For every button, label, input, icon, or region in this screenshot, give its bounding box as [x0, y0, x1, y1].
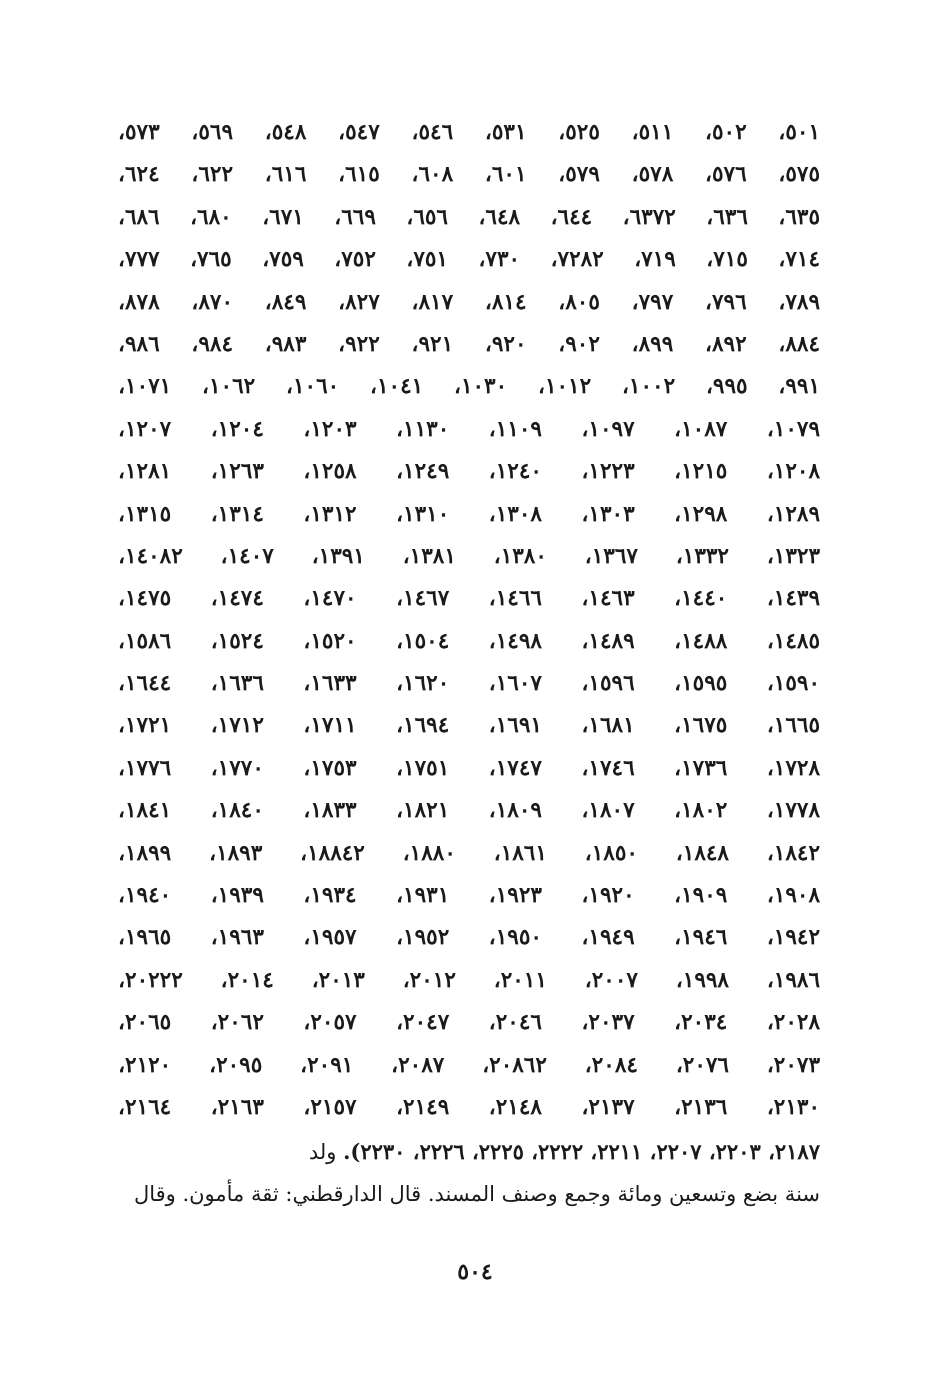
- index-number: ١٥٠٤،: [396, 628, 450, 654]
- index-number: ١٧٣٦،: [674, 755, 728, 781]
- index-number: ٨٢٧،: [338, 289, 380, 315]
- index-number: ١٢٤٠،: [488, 459, 542, 485]
- index-number: ١٢٥٨،: [303, 459, 357, 485]
- index-number: ٢٠١١،: [493, 967, 547, 993]
- index-number: ٢١٣٦،: [674, 1094, 728, 1120]
- index-number: ٧١٤،: [778, 247, 820, 273]
- index-number: ١٩٤٠،: [118, 883, 172, 909]
- number-index-list: [118, 112, 820, 1129]
- index-number: ١٨٨٤٢،: [300, 840, 365, 866]
- index-number: ١٧٤٧،: [488, 755, 542, 781]
- index-number: ٨٠٥،: [558, 289, 600, 315]
- index-number: ٥٤٧،: [338, 120, 380, 145]
- index-number: ٢١٣٧،: [581, 1094, 635, 1120]
- index-number: ٧٣٠،: [478, 247, 521, 273]
- index-number: ١٢٠٣،: [303, 416, 357, 442]
- index-number: ١٨٤٠،: [210, 798, 264, 824]
- index-number: ١٦٩١،: [488, 713, 542, 739]
- index-number: ١٤٣٩،: [766, 586, 820, 612]
- index-number: ١٩٦٥،: [118, 925, 172, 951]
- number-line: [118, 197, 820, 239]
- index-number: ١٩٣٩،: [210, 883, 264, 909]
- number-line: [118, 917, 820, 959]
- index-number: ١٨٢١،: [396, 798, 450, 824]
- index-number: ١٩٥٢،: [396, 925, 450, 951]
- index-number: ١٩٤٩،: [581, 925, 635, 951]
- index-number: ١١٣٠،: [396, 416, 450, 442]
- index-number: ٦٣٧٢،: [622, 204, 676, 230]
- biography-paragraph: [118, 1131, 820, 1215]
- index-number: ١٤٦٦،: [488, 586, 542, 612]
- index-number: ٢٠٤٦،: [488, 1010, 542, 1036]
- number-line: [118, 833, 820, 875]
- index-number: ٨٩٢،: [705, 331, 747, 357]
- index-number: ٦١٦،: [264, 162, 307, 188]
- index-number: ٩٨٤،: [191, 331, 233, 357]
- index-number: ١٤٠٨٢،: [118, 543, 183, 569]
- index-number: ٥٧٣،: [118, 120, 160, 145]
- index-number: ١٥٩٥،: [674, 671, 728, 697]
- number-line: [118, 112, 820, 154]
- index-number: ٩٠٢،: [558, 331, 600, 357]
- index-number: ٦٦٩،: [334, 204, 376, 230]
- index-number: ٢٠٨٤،: [584, 1052, 638, 1078]
- index-number: ١٣١٥،: [118, 501, 172, 527]
- index-number: ١٩٩٨،: [675, 967, 729, 993]
- index-number: ١٨٤٢،: [766, 840, 820, 866]
- index-number: ٢٠٢٢٢،: [118, 967, 183, 993]
- index-number: ١٤٦٧،: [396, 586, 450, 612]
- index-number: ٩٢١،: [411, 331, 454, 357]
- index-number: ١٣٣٢،: [675, 543, 729, 569]
- index-number: ٩٨٦،: [118, 331, 160, 357]
- index-number: ٦٣٥،: [778, 204, 820, 230]
- index-number: ١٥٢٠،: [303, 628, 357, 654]
- index-number: ١٥٨٦،: [118, 628, 172, 654]
- index-number: ٢٠٧٣،: [766, 1052, 820, 1078]
- index-number: ٦٣٦،: [706, 204, 748, 230]
- index-number: ١٤٤٠،: [674, 586, 728, 612]
- index-number: ٥٤٦،: [411, 120, 454, 145]
- number-line: [118, 705, 820, 747]
- index-number: ٢١٦٤،: [118, 1094, 172, 1120]
- index-number: ٢٠٣٤،: [674, 1010, 728, 1036]
- index-number: ١٦٠٧،: [488, 671, 542, 697]
- index-number: ١٨٣٣،: [303, 798, 357, 824]
- index-number: ١٣١٤،: [210, 501, 264, 527]
- number-line: [118, 960, 820, 1002]
- prose-text: ولد: [308, 1140, 344, 1164]
- index-number: ١٣٨١،: [402, 543, 456, 569]
- index-number: ١٩٤٦،: [674, 925, 728, 951]
- index-number: ١٢٠٨،: [766, 459, 820, 485]
- index-number: ١٧١١،: [303, 713, 357, 739]
- index-number: ٦٧١،: [262, 204, 304, 230]
- index-number: ٩٨٣،: [264, 331, 307, 357]
- index-number: ٧٥٩،: [262, 247, 304, 273]
- index-number: ٢١٣٠،: [766, 1094, 820, 1120]
- index-number: ٥٠١،: [778, 120, 820, 145]
- index-number: ١٦٦٥،: [766, 713, 820, 739]
- index-number: ١٠٦٠،: [286, 374, 340, 400]
- index-number: ١٤٨٩،: [581, 628, 635, 654]
- index-number: ٧٧٧،: [118, 247, 160, 273]
- index-number: ١٢٠٤،: [210, 416, 264, 442]
- number-line: [118, 324, 820, 366]
- index-number: ١٧٧٠،: [210, 755, 264, 781]
- index-number: ١٠٩٧،: [581, 416, 635, 442]
- number-line: [118, 1045, 820, 1087]
- index-number: ١٣٨٠،: [493, 543, 547, 569]
- index-number: ٧٥١،: [406, 247, 448, 273]
- index-number: ٥٠٢،: [705, 120, 747, 145]
- index-number: ١٧٢٨،: [766, 755, 820, 781]
- index-number: ٥٦٩،: [191, 120, 233, 145]
- index-number: ٥٧٨،: [631, 162, 674, 188]
- index-number: ١٩٣١،: [396, 883, 450, 909]
- index-number: ٨٧٨،: [118, 289, 160, 315]
- index-number: ٢٠٩٥،: [209, 1052, 263, 1078]
- index-number: ١٨٩٣،: [209, 840, 263, 866]
- index-number: ١٤٦٣،: [581, 586, 635, 612]
- index-number: ٧١٥،: [706, 247, 748, 273]
- index-number: ١٦٣٣،: [303, 671, 357, 697]
- index-number: ٦٨٦،: [118, 204, 160, 230]
- index-number: ٥٧٩،: [558, 162, 600, 188]
- index-number: ١٢١٥،: [674, 459, 728, 485]
- number-line: [118, 621, 820, 663]
- index-number: ٧٩٧،: [631, 289, 674, 315]
- index-number: ١٠٤١،: [370, 374, 424, 400]
- index-number: ٦٤٤،: [550, 204, 593, 230]
- index-number: ٥٧٥،: [778, 162, 820, 188]
- index-number: ١٤٨٨،: [674, 628, 728, 654]
- index-number: ١٠٨٧،: [674, 416, 728, 442]
- index-number: ١٨٠٩،: [488, 798, 542, 824]
- index-number: ١٤٧٥،: [118, 586, 172, 612]
- index-number: ٧٥٢،: [334, 247, 376, 273]
- index-number: ١٧٢١،: [118, 713, 172, 739]
- index-number: ٢٠٨٦٢،: [482, 1052, 547, 1078]
- index-number: ٦٨٠،: [190, 204, 232, 230]
- index-number: ١٨٠٧،: [581, 798, 635, 824]
- index-number: ٢٠٩١،: [300, 1052, 354, 1078]
- index-number: ٢٠٠٧،: [584, 967, 638, 993]
- index-number: ١٧٥١،: [396, 755, 450, 781]
- prose-number-list: ٢١٨٧، ٢٢٠٣، ٢٢٠٧، ٢٢١١، ٢٢٢٢، ٢٢٢٥، ٢٢٢٦، ٢٢٣٠).: [343, 1139, 820, 1164]
- index-number: ١٩٠٨،: [766, 883, 820, 909]
- index-number: ٨٩٩،: [631, 331, 674, 357]
- index-number: ١٢٤٩،: [396, 459, 450, 485]
- index-number: ٥١١،: [631, 120, 674, 145]
- index-number: ١٩٥٠،: [488, 925, 542, 951]
- index-number: ١٩٢٠،: [581, 883, 635, 909]
- index-number: ٦١٥،: [338, 162, 380, 188]
- number-line: [118, 239, 820, 281]
- index-number: ١٤٧٤،: [210, 586, 264, 612]
- index-number: ٧٢٨٢،: [550, 247, 604, 273]
- index-number: ٧١٩،: [634, 247, 676, 273]
- index-number: ٧٨٩،: [778, 289, 820, 315]
- index-number: ٨٧٠،: [191, 289, 233, 315]
- number-line: [118, 875, 820, 917]
- index-number: ١٦٧٥،: [674, 713, 728, 739]
- number-line: [118, 663, 820, 705]
- index-number: ١٦٨١،: [581, 713, 635, 739]
- index-number: ٢٠١٣،: [311, 967, 365, 993]
- index-number: ١٦٤٤،: [118, 671, 172, 697]
- index-number: ١٢٨٩،: [766, 501, 820, 527]
- index-number: ٢٠٣٧،: [581, 1010, 635, 1036]
- index-number: ٩٢٠،: [484, 331, 527, 357]
- index-number: ١٣٩١،: [311, 543, 365, 569]
- index-number: ١٧٧٨،: [766, 798, 820, 824]
- index-number: ١٩٣٤،: [303, 883, 357, 909]
- index-number: ١١٠٩،: [488, 416, 542, 442]
- number-line: [118, 409, 820, 451]
- prose-line-1: [118, 1131, 820, 1173]
- index-number: ٢٠٥٧،: [303, 1010, 357, 1036]
- index-number: ١٩٤٢،: [766, 925, 820, 951]
- index-number: ١٠٧١،: [118, 374, 172, 400]
- number-line: [118, 578, 820, 620]
- index-number: ١٤٠٧،: [220, 543, 274, 569]
- index-number: ٨٨٤،: [778, 331, 820, 357]
- index-number: ١٢٠٧،: [118, 416, 172, 442]
- index-number: ٢٠٨٧،: [391, 1052, 445, 1078]
- index-number: ١٧٧٦،: [118, 755, 172, 781]
- index-number: ١٢٦٣،: [210, 459, 264, 485]
- index-number: ٢٠٦٥،: [118, 1010, 172, 1036]
- index-number: ٨١٧،: [411, 289, 454, 315]
- index-number: ١٨٥٠،: [584, 840, 638, 866]
- index-number: ١٧٤٦،: [581, 755, 635, 781]
- index-number: ٨٤٩،: [264, 289, 307, 315]
- index-number: ١٠٠٢،: [621, 374, 676, 400]
- index-number: ٦٥٦،: [406, 204, 448, 230]
- index-number: ٢١٤٩،: [396, 1094, 450, 1120]
- number-line: [118, 282, 820, 324]
- index-number: ٢٠١٢،: [402, 967, 456, 993]
- index-number: ١٢٨١،: [118, 459, 172, 485]
- index-number: ١٤٨٥،: [766, 628, 820, 654]
- number-line: [118, 748, 820, 790]
- index-number: ٥٧٦،: [705, 162, 747, 188]
- index-number: ١٥٩٦،: [581, 671, 635, 697]
- index-number: ٢٠١٤،: [220, 967, 274, 993]
- index-number: ١٨٦١،: [493, 840, 547, 866]
- index-number: ٩٩١،: [778, 374, 820, 400]
- index-number: ٢١٦٣،: [210, 1094, 264, 1120]
- index-number: ١٨٤١،: [118, 798, 172, 824]
- index-number: ٢٠٢٨،: [766, 1010, 820, 1036]
- index-number: ١٨٩٩،: [118, 840, 172, 866]
- index-number: ١٦٩٤،: [396, 713, 450, 739]
- index-number: ٦٢٤،: [118, 162, 160, 188]
- index-number: ١٧١٢،: [210, 713, 264, 739]
- index-number: ٢٠٦٢،: [210, 1010, 264, 1036]
- number-line: [118, 1002, 820, 1044]
- index-number: ١٦٢٠،: [396, 671, 450, 697]
- index-number: ١٩٢٣،: [488, 883, 542, 909]
- index-number: ١٤٩٨،: [488, 628, 542, 654]
- index-number: ٩٢٢،: [338, 331, 380, 357]
- number-line: [118, 1087, 820, 1129]
- index-number: ١٨٤٨،: [675, 840, 729, 866]
- index-number: ٦٤٨،: [478, 204, 521, 230]
- index-number: ٥٤٨،: [264, 120, 307, 145]
- index-number: ٢٠٧٦،: [675, 1052, 729, 1078]
- page-number: ٥٠٤: [457, 1259, 493, 1285]
- index-number: ١٥٩٠،: [766, 671, 820, 697]
- index-number: ١٠٦٢،: [202, 374, 256, 400]
- index-number: ١٣٠٨،: [488, 501, 542, 527]
- index-number: ٩٩٥،: [705, 374, 748, 400]
- index-number: ٢٠٤٧،: [396, 1010, 450, 1036]
- index-number: ١٨٠٢،: [674, 798, 728, 824]
- index-number: ٧٩٦،: [705, 289, 747, 315]
- index-number: ١٩٦٣،: [210, 925, 264, 951]
- number-line: [118, 536, 820, 578]
- number-line: [118, 366, 820, 408]
- index-number: ٨١٤،: [484, 289, 527, 315]
- prose-line-2: سنة بضع وتسعين ومائة وجمع وصنف المسند. قال الدارقطني: ثقة مأمون. وقال: [133, 1182, 820, 1206]
- number-line: [118, 494, 820, 536]
- index-number: ١٤٧٠،: [303, 586, 357, 612]
- index-number: ١٠١٢،: [537, 374, 592, 400]
- number-line: [118, 790, 820, 832]
- number-line: [118, 154, 820, 196]
- index-number: ١٨٨٠،: [402, 840, 456, 866]
- index-number: ١٢٩٨،: [674, 501, 728, 527]
- index-number: ١٣٠٣،: [581, 501, 635, 527]
- index-number: ٥٢٥،: [558, 120, 600, 145]
- index-number: ١٩٨٦،: [766, 967, 820, 993]
- index-number: ١٣١٢،: [303, 501, 357, 527]
- index-number: ١٣٦٧،: [584, 543, 638, 569]
- index-number: ٦٢٢،: [191, 162, 233, 188]
- number-line: [118, 451, 820, 493]
- index-number: ٥٣١،: [484, 120, 527, 145]
- index-number: ٢١٤٨،: [488, 1094, 542, 1120]
- index-number: ١٩٠٩،: [674, 883, 728, 909]
- index-number: ١٩٥٧،: [303, 925, 357, 951]
- index-number: ١٧٥٣،: [303, 755, 357, 781]
- index-number: ٢١٥٧،: [303, 1094, 357, 1120]
- index-number: ١٣٢٣،: [766, 543, 820, 569]
- index-number: ٢١٢٠،: [118, 1052, 172, 1078]
- index-number: ٦٠٨،: [411, 162, 454, 188]
- index-number: ٧٦٥،: [190, 247, 232, 273]
- index-number: ٦٠١،: [484, 162, 527, 188]
- index-number: ١٢٢٣،: [581, 459, 635, 485]
- index-number: ١٠٧٩،: [766, 416, 820, 442]
- index-number: ١٠٣٠،: [454, 374, 508, 400]
- index-number: ١٥٢٤،: [210, 628, 264, 654]
- index-number: ١٣١٠،: [396, 501, 450, 527]
- index-number: ١٦٣٦،: [210, 671, 264, 697]
